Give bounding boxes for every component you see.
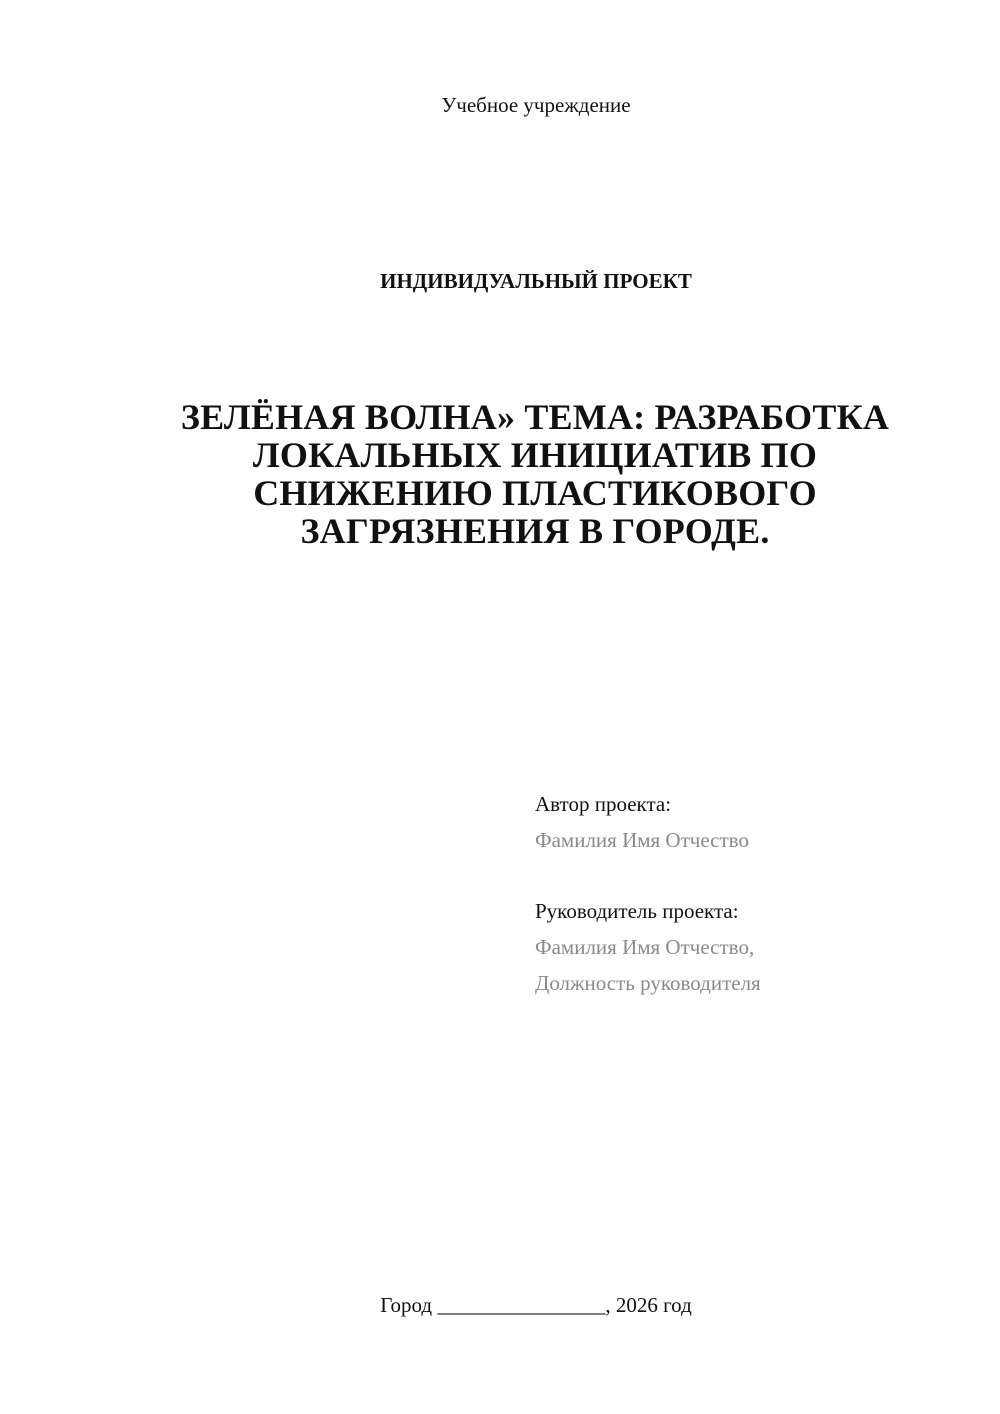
project-title: ЗЕЛЁНАЯ ВОЛНА» ТЕМА: РАЗРАБОТКА ЛОКАЛЬНЫХ ИНИЦИАТИВ ПО СНИЖЕНИЮ ПЛАСТИКОВОГО ЗАГРЯЗНЕНИЯ В ГОРОДЕ. bbox=[180, 397, 890, 551]
supervisor-name: Фамилия Имя Отчество, bbox=[535, 935, 755, 959]
city-year-line: Город ________________, 2026 год bbox=[380, 1293, 692, 1317]
supervisor-label: Руководитель проекта: bbox=[535, 899, 739, 923]
supervisor-position: Должность руководителя bbox=[535, 971, 761, 995]
author-label: Автор проекта: bbox=[535, 792, 672, 816]
institution-name: Учебное учреждение bbox=[441, 93, 631, 117]
author-name: Фамилия Имя Отчество bbox=[535, 828, 749, 852]
document-type: ИНДИВИДУАЛЬНЫЙ ПРОЕКТ bbox=[380, 269, 692, 293]
supervisor-block bbox=[535, 893, 975, 1001]
author-block bbox=[535, 786, 975, 858]
